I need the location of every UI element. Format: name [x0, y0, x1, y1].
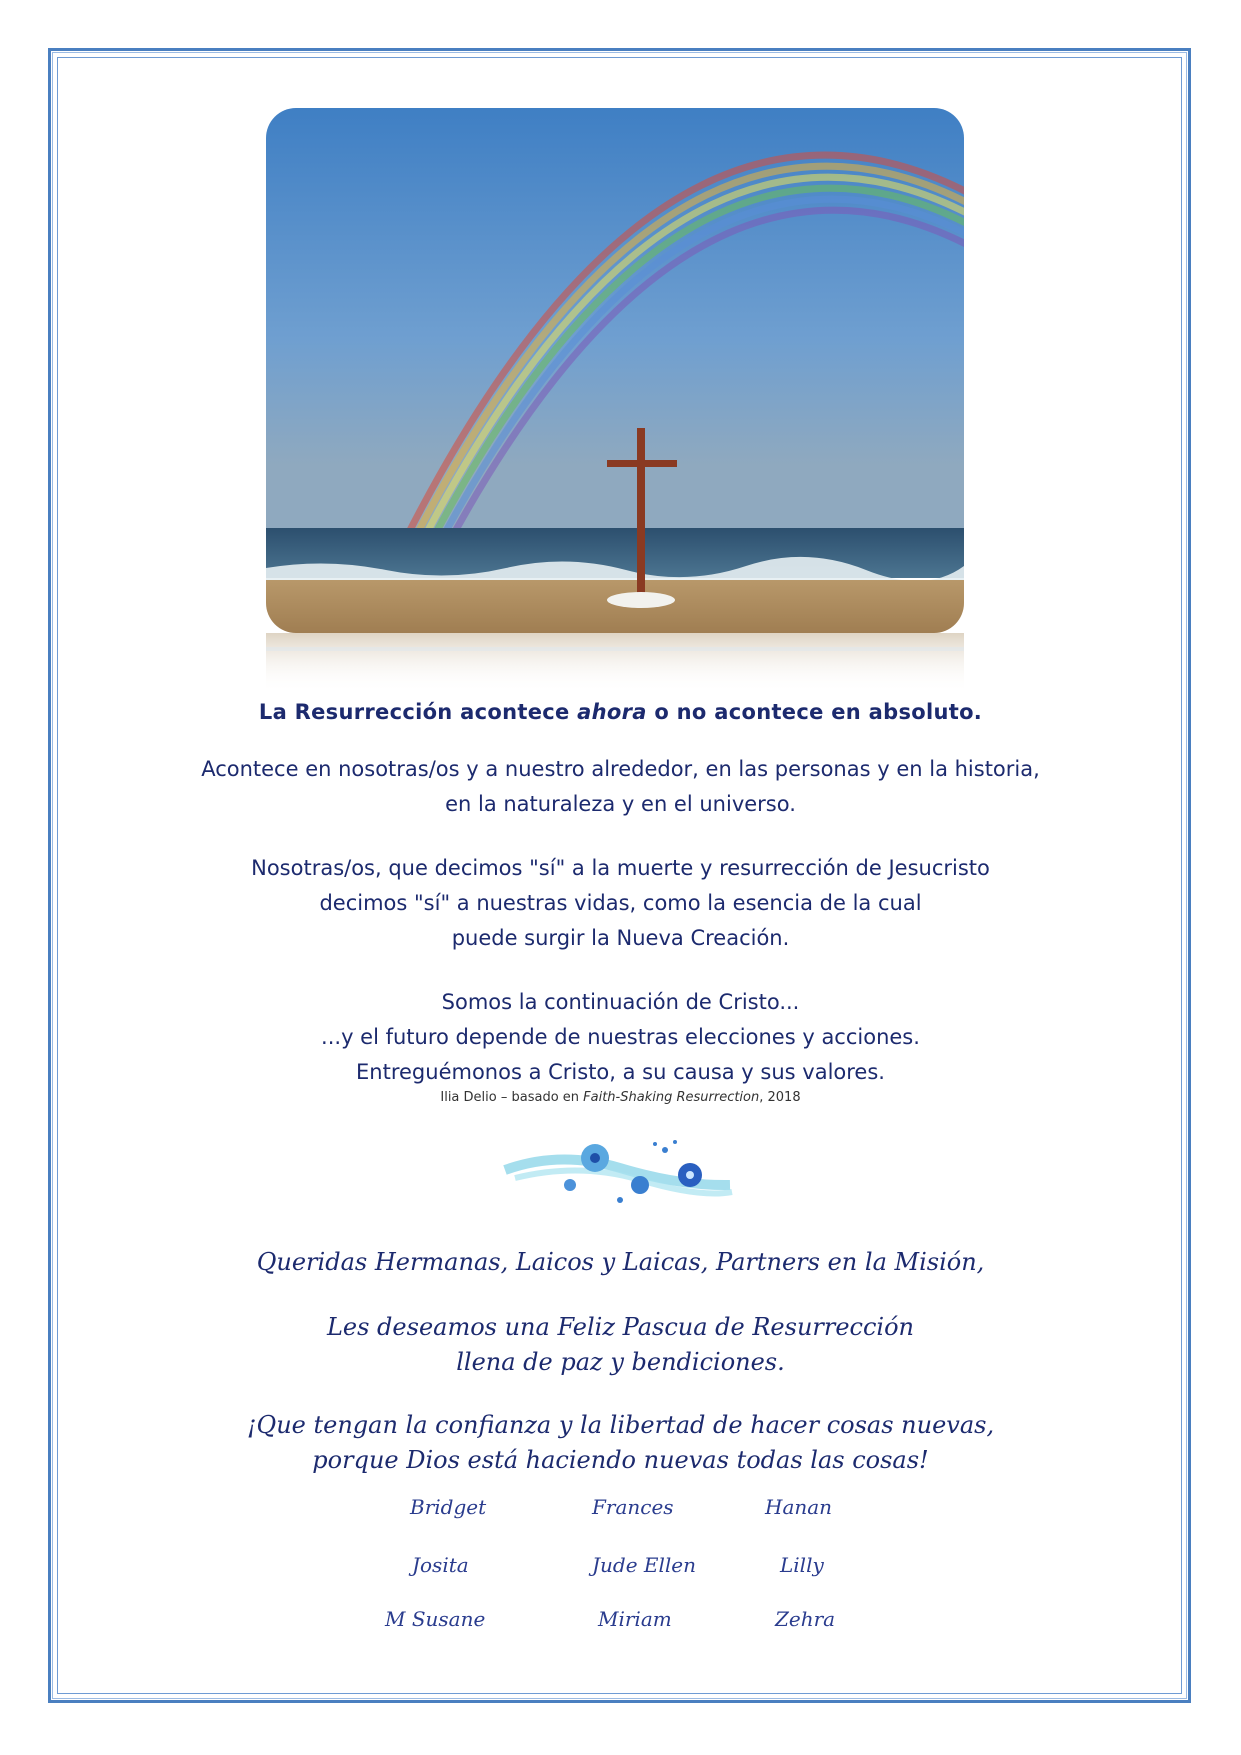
- credit-title: Faith-Shaking Resurrection: [583, 1090, 760, 1105]
- headline-part2: o no acontece en absoluto.: [646, 700, 983, 724]
- credit-prefix: Ilia Delio – basado en: [440, 1090, 584, 1105]
- signature: Josita: [412, 1553, 469, 1577]
- cross-rainbow-photo: [266, 108, 964, 633]
- signatures: [370, 1495, 890, 1645]
- headline-part1: La Resurrección acontece: [258, 700, 578, 724]
- closing-line: porque Dios está haciendo nuevas todas las cosas!: [312, 1446, 929, 1474]
- paragraph-1: [60, 752, 1181, 822]
- paragraph-2-line: puede surgir la Nueva Creación.: [451, 926, 790, 950]
- headline-emphasis: ahora: [577, 700, 647, 724]
- photo-reflection: [266, 633, 964, 693]
- paragraph-2-line: Nosotras/os, que decimos "sí" a la muerte y resurrección de Jesucristo: [251, 856, 990, 880]
- signature: Hanan: [765, 1495, 833, 1519]
- signature: Jude Ellen: [592, 1553, 697, 1577]
- paragraph-1-line: Acontece en nosotras/os y a nuestro alrededor, en las personas y en la historia,: [201, 757, 1040, 781]
- quote-credit: [60, 1090, 1181, 1105]
- signature: M Susane: [385, 1607, 486, 1631]
- closing-line: ¡Que tengan la confianza y la libertad de hacer cosas nuevas,: [246, 1411, 995, 1439]
- greeting-salutation: [60, 1245, 1181, 1280]
- signature: Frances: [592, 1495, 674, 1519]
- credit-suffix: , 2018: [759, 1090, 801, 1105]
- signature: Zehra: [775, 1607, 836, 1631]
- wish-line: llena de paz y bendiciones.: [456, 1348, 785, 1376]
- paragraph-2-line: decimos "sí" a nuestras vidas, como la esencia de la cual: [319, 891, 922, 915]
- headline: [60, 700, 1181, 724]
- signature: Bridget: [410, 1495, 487, 1519]
- paragraph-3-line: Somos la continuación de Cristo...: [441, 990, 800, 1014]
- wish-line: Les deseamos una Feliz Pascua de Resurrección: [326, 1313, 915, 1341]
- paragraph-3-line: Entreguémonos a Cristo, a su causa y sus valores.: [356, 1060, 885, 1084]
- greeting-closing: [60, 1408, 1181, 1478]
- signature: Lilly: [780, 1553, 824, 1577]
- paragraph-3-line: ...y el futuro depende de nuestras elecciones y acciones.: [321, 1025, 920, 1049]
- paragraph-1-line: en la naturaleza y en el universo.: [445, 792, 796, 816]
- paragraph-3: [60, 985, 1181, 1090]
- greeting-wish: [60, 1310, 1181, 1380]
- signature: Miriam: [598, 1607, 672, 1631]
- salutation-text: Queridas Hermanas, Laicos y Laicas, Partners en la Misión,: [256, 1248, 985, 1276]
- paragraph-2: [60, 851, 1181, 956]
- floral-ornament: [500, 1130, 735, 1210]
